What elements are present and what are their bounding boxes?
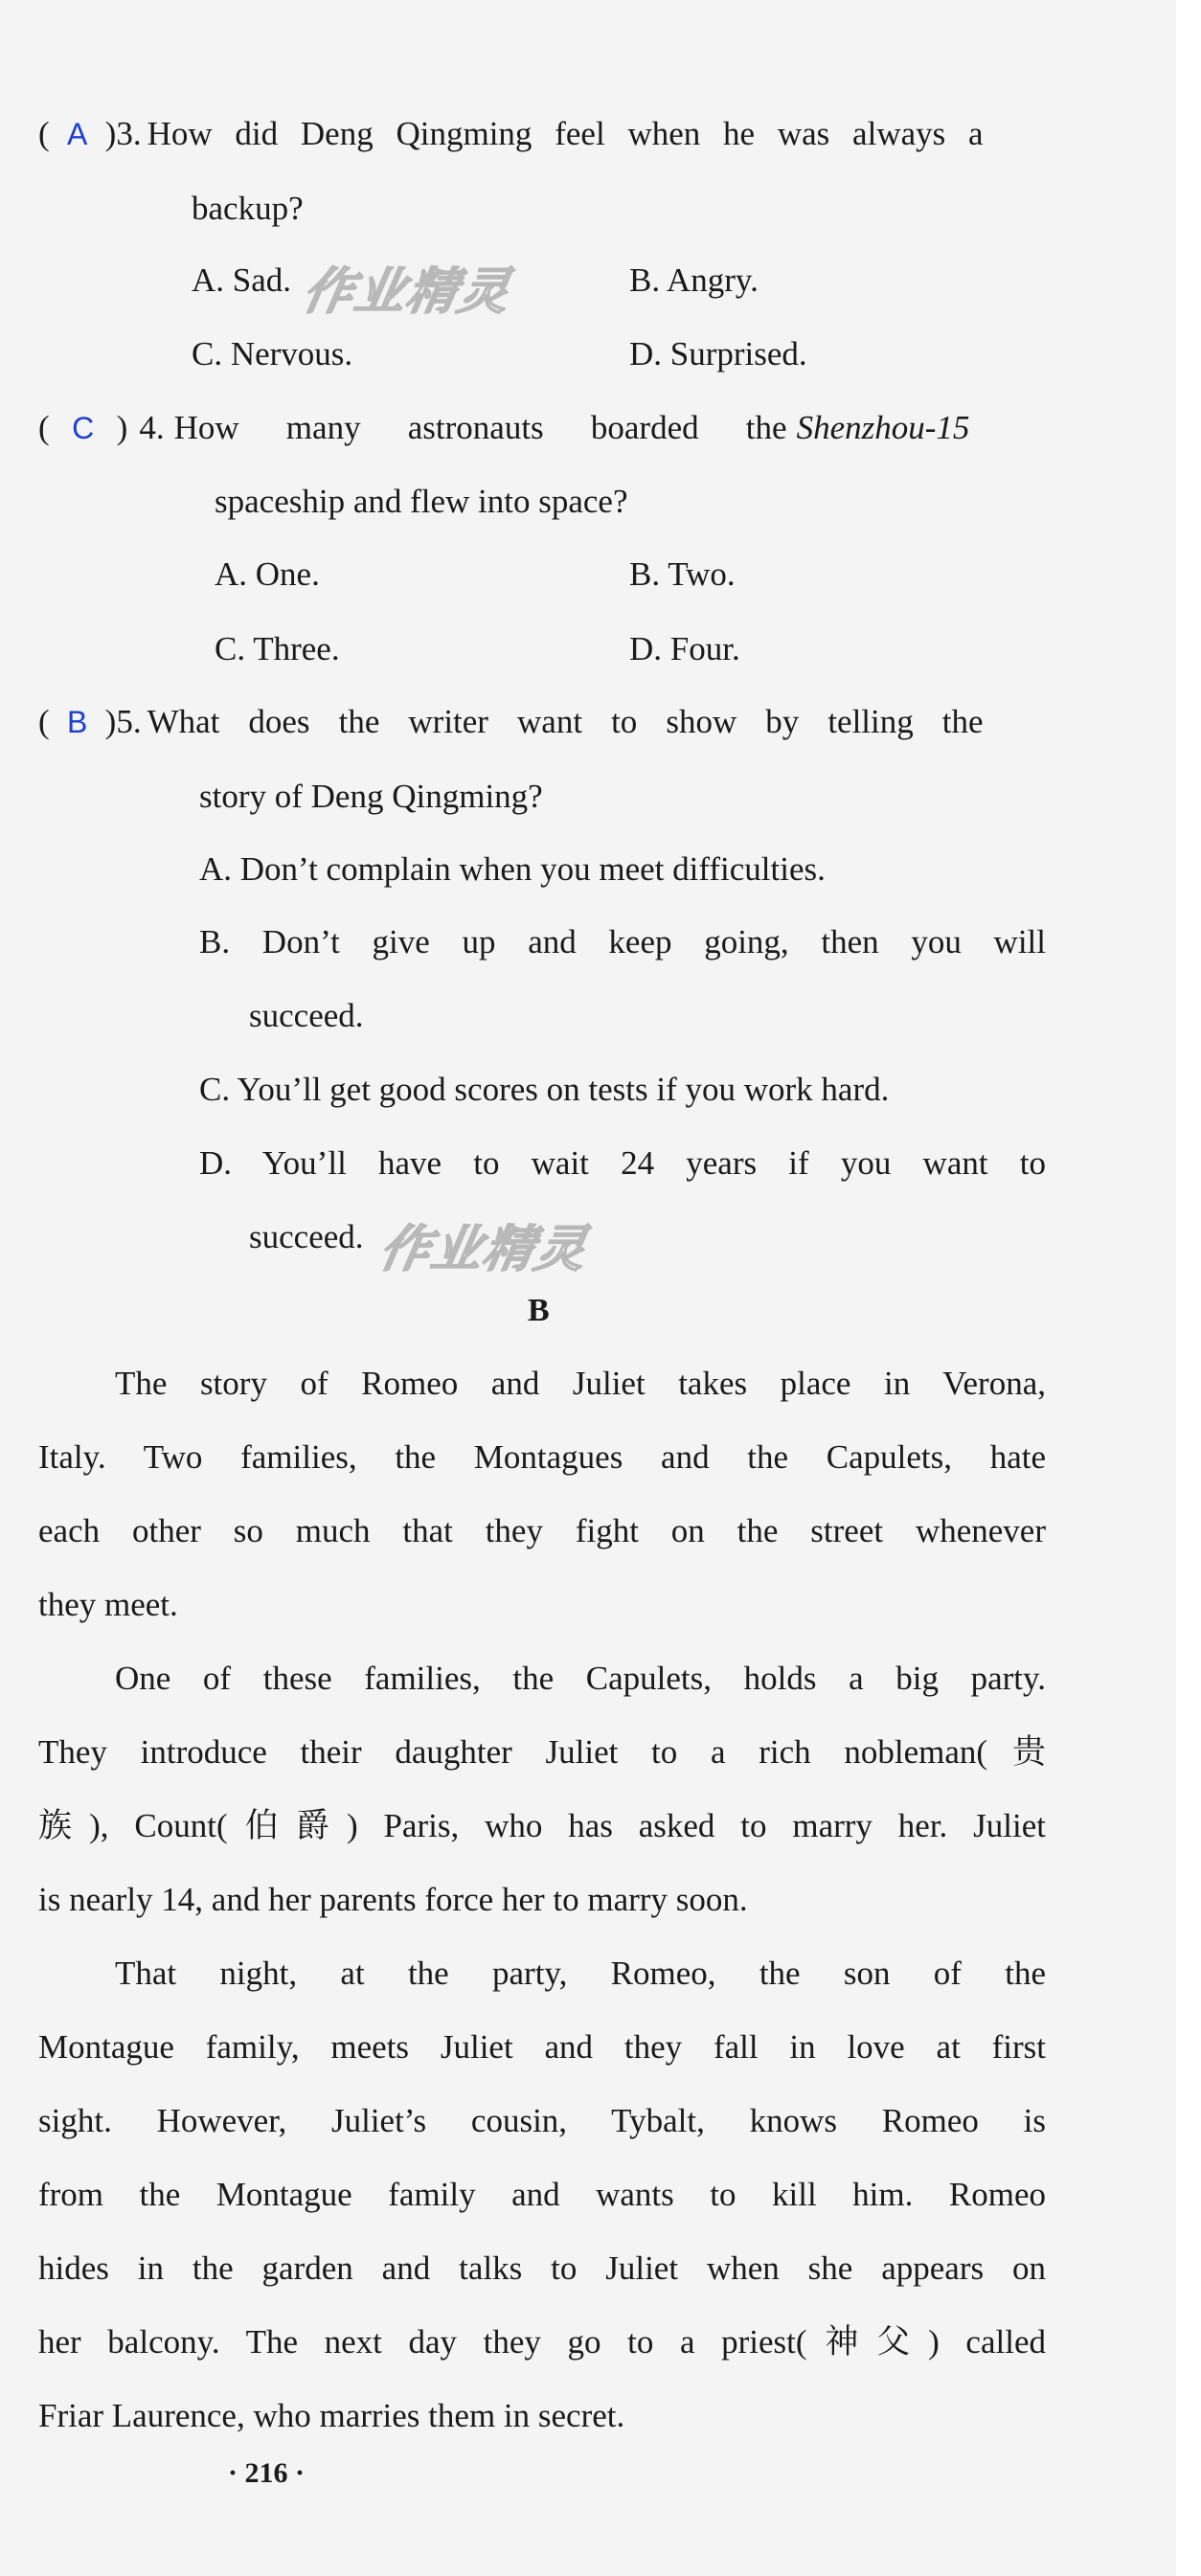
question-3-text-line2: backup?: [192, 190, 304, 227]
option-3a: A. Sad.: [192, 261, 292, 299]
watermark-1: 作业精灵: [298, 263, 516, 321]
question-number: 4.: [139, 409, 165, 446]
option-4c: C. Three.: [215, 630, 340, 667]
option-5a: A. Don’t complain when you meet difficulties.: [199, 850, 826, 888]
passage-line: 族), Count(伯爵) Paris, who has asked to marry her. Juliet: [38, 1807, 1046, 1844]
option-3d: D. Surprised.: [629, 335, 807, 373]
passage-line: They introduce their daughter Juliet to a rich nobleman(贵: [38, 1733, 1046, 1771]
question-number: 3.: [116, 115, 142, 152]
paren-open: (: [38, 703, 50, 740]
passage-line: they meet.: [38, 1586, 178, 1623]
passage-line: sight. However, Juliet’s cousin, Tybalt, knows Romeo is: [38, 2102, 1046, 2139]
answer-5: B: [66, 705, 88, 739]
paren-close: ): [104, 115, 117, 152]
option-5d-line1: D. You’ll have to wait 24 years if you want to: [199, 1144, 1046, 1182]
passage-line: Friar Laurence, who marries them in secret.: [38, 2397, 625, 2434]
answer-4: C: [72, 411, 95, 445]
paren-open: (: [38, 409, 50, 446]
passage-line: from the Montague family and wants to kill him. Romeo: [38, 2176, 1046, 2213]
option-3b: B. Angry.: [629, 261, 759, 299]
option-5b-line2: succeed.: [249, 997, 364, 1034]
option-5d-line2: succeed.: [249, 1218, 364, 1255]
paren-close: ): [116, 409, 128, 446]
question-3-stem: [38, 113, 1046, 155]
question-4-text-line2: spaceship and flew into space?: [215, 483, 628, 520]
option-4b: B. Two.: [629, 555, 736, 593]
question-4-text-line1: How many astronauts boarded the: [173, 409, 787, 446]
question-5-text-line2: story of Deng Qingming?: [199, 778, 543, 815]
watermark-2: 作业精灵: [374, 1221, 593, 1278]
answer-3: A: [66, 117, 88, 151]
page-number: · 216 ·: [228, 2457, 306, 2489]
passage-line: Italy. Two families, the Montagues and the Capulets, hate: [38, 1438, 1046, 1476]
paren-open: (: [38, 115, 50, 152]
passage-line: The story of Romeo and Juliet takes place in Verona,: [115, 1365, 1046, 1402]
passage-line: Montague family, meets Juliet and they fall in love at first: [38, 2028, 1046, 2066]
option-3c: C. Nervous.: [192, 335, 353, 373]
question-4-stem: [38, 407, 1046, 449]
option-5c: C. You’ll get good scores on tests if you work hard.: [199, 1071, 890, 1108]
question-number: 5.: [116, 703, 142, 740]
paren-close: ): [104, 703, 117, 740]
passage-line: That night, at the party, Romeo, the son of the: [115, 1955, 1046, 1992]
passage-line: is nearly 14, and her parents force her to marry soon.: [38, 1881, 748, 1918]
spaceship-name: Shenzhou-15: [796, 409, 970, 446]
option-5b-line1: B. Don’t give up and keep going, then you will: [199, 923, 1046, 960]
section-heading: B: [528, 1293, 550, 1328]
passage-line: One of these families, the Capulets, holds a big party.: [115, 1660, 1046, 1697]
passage-line: her balcony. The next day they go to a priest(神父) called: [38, 2323, 1046, 2361]
question-5-stem: [38, 701, 1046, 743]
question-3-text-line1: How did Deng Qingming feel when he was always a: [147, 115, 984, 152]
passage-line: hides in the garden and talks to Juliet when she appears on: [38, 2249, 1046, 2287]
option-4a: A. One.: [215, 555, 320, 593]
question-5-text-line1: What does the writer want to show by telling the: [147, 703, 984, 740]
option-4d: D. Four.: [629, 630, 740, 667]
passage-line: each other so much that they fight on the street whenever: [38, 1512, 1046, 1549]
